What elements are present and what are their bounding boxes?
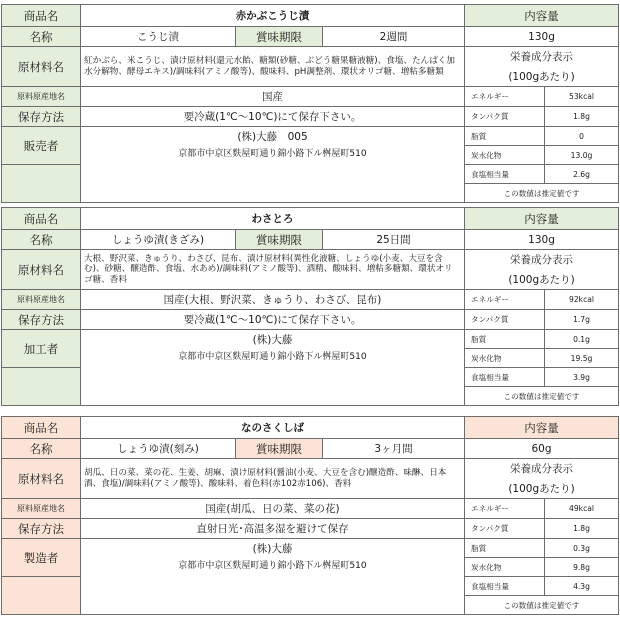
empty-cell xyxy=(2,165,81,203)
content-value: 130g xyxy=(465,230,619,250)
ingredients-text: 胡瓜、日の菜、菜の花、生姜、胡麻、漬け原材料(醤油(小麦、大豆を含む)醸造酢、味醂、日本酒、食塩)/調味料(アミノ酸等)、酸味料、着色料(赤102赤106)、香料 xyxy=(81,459,465,499)
expiry-value: 2週間 xyxy=(323,27,465,47)
nutrition-value: 0.1g xyxy=(545,330,619,349)
nutrition-value: 9.8g xyxy=(545,558,619,577)
nutrition-value: 4.3g xyxy=(545,577,619,596)
content-label: 内容量 xyxy=(465,208,619,230)
nutrition-value: 3.9g xyxy=(545,368,619,387)
name-label: 名称 xyxy=(2,439,81,459)
product-name: わさとろ xyxy=(81,208,465,230)
nutrition-value: 1.7g xyxy=(545,310,619,330)
expiry-value: 3ヶ月間 xyxy=(323,439,465,459)
storage-label: 保存方法 xyxy=(2,107,81,127)
ingredients-text: 紅かぶら、米こうじ、漬け原材料(還元水飴、糖類(砂糖、ぶどう糖果糖液糖)、食塩、たんぱく加水分解物、酵母エキス)/調味料(アミノ酸等)、酸味料、pH調整剤、環状オリゴ糖、増粘多糖類 xyxy=(81,47,465,87)
product-name-label: 商品名 xyxy=(2,417,81,439)
nutrition-name: 脂質 xyxy=(465,127,545,146)
maker-label: 製造者 xyxy=(2,539,81,577)
storage-value: 直射日光･高温多湿を避けて保存 xyxy=(81,519,465,539)
nutrition-name: エネルギー xyxy=(465,499,545,519)
origin-value: 国産 xyxy=(81,87,465,107)
nutrition-value: 1.8g xyxy=(545,519,619,539)
ingredients-text: 大根、野沢菜、きゅうり、わさび、昆布、漬け原材料(異性化液糖、しょうゆ(小麦、大豆を含む)、砂糖、醸造酢、食塩、水あめ)/調味料(アミノ酸等)、酒精、酸味料、増粘多糖類、環状オリゴ糖、香料 xyxy=(81,250,465,290)
nutrition-title: 栄養成分表示 xyxy=(465,47,619,67)
origin-value: 国産(胡瓜、日の菜、菜の花) xyxy=(81,499,465,519)
nutrition-value: 0.3g xyxy=(545,539,619,558)
nutrition-name: エネルギー xyxy=(465,87,545,107)
nutrition-name: 食塩相当量 xyxy=(465,368,545,387)
maker-company: (株)大藤 xyxy=(81,330,465,349)
nutrition-unit: (100gあたり) xyxy=(465,479,619,499)
product-name: 赤かぶこうじ漬 xyxy=(81,5,465,27)
nutrition-name: 炭水化物 xyxy=(465,349,545,368)
maker-company: (株)大藤 005 xyxy=(81,127,465,146)
nutrition-value: 49kcal xyxy=(545,499,619,519)
storage-label: 保存方法 xyxy=(2,519,81,539)
nutrition-name: 食塩相当量 xyxy=(465,577,545,596)
origin-label: 原料原産地名 xyxy=(2,87,81,107)
nutrition-note: この数値は推定値です xyxy=(465,387,619,406)
nutrition-value: 53kcal xyxy=(545,87,619,107)
maker-label: 販売者 xyxy=(2,127,81,165)
label-table xyxy=(1,207,619,406)
nutrition-name: タンパク質 xyxy=(465,519,545,539)
nutrition-value: 13.0g xyxy=(545,146,619,165)
nutrition-value: 2.6g xyxy=(545,165,619,184)
product-name: なのさくしば xyxy=(81,417,465,439)
nutrition-note: この数値は推定値です xyxy=(465,184,619,203)
origin-label: 原料原産地名 xyxy=(2,290,81,310)
name-value: しょうゆ漬(刻み) xyxy=(81,439,236,459)
expiry-label: 賞味期限 xyxy=(236,230,323,250)
expiry-label: 賞味期限 xyxy=(236,439,323,459)
nutrition-value: 1.8g xyxy=(545,107,619,127)
origin-value: 国産(大根、野沢菜、きゅうり、わさび、昆布) xyxy=(81,290,465,310)
nutrition-value: 92kcal xyxy=(545,290,619,310)
product-label-3 xyxy=(1,416,618,615)
maker-address: 京都市中京区麩屋町通り錦小路下ル桝屋町510 xyxy=(81,146,465,203)
ingredients-label: 原材料名 xyxy=(2,47,81,87)
storage-label: 保存方法 xyxy=(2,310,81,330)
label-table xyxy=(1,4,619,203)
ingredients-label: 原材料名 xyxy=(2,250,81,290)
name-label: 名称 xyxy=(2,27,81,47)
nutrition-name: 食塩相当量 xyxy=(465,165,545,184)
nutrition-value: 0 xyxy=(545,127,619,146)
name-value: こうじ漬 xyxy=(81,27,236,47)
ingredients-label: 原材料名 xyxy=(2,459,81,499)
nutrition-name: 炭水化物 xyxy=(465,146,545,165)
storage-value: 要冷蔵(1℃～10℃)にて保存下さい。 xyxy=(81,107,465,127)
name-value: しょうゆ漬(きざみ) xyxy=(81,230,236,250)
empty-cell xyxy=(2,577,81,615)
storage-value: 要冷蔵(1℃～10℃)にて保存下さい。 xyxy=(81,310,465,330)
nutrition-name: 脂質 xyxy=(465,539,545,558)
maker-company: (株)大藤 xyxy=(81,539,465,558)
maker-address: 京都市中京区麩屋町通り錦小路下ル桝屋町510 xyxy=(81,558,465,615)
nutrition-name: タンパク質 xyxy=(465,310,545,330)
empty-cell xyxy=(2,368,81,406)
origin-label: 原料原産地名 xyxy=(2,499,81,519)
nutrition-name: 炭水化物 xyxy=(465,558,545,577)
nutrition-unit: (100gあたり) xyxy=(465,67,619,87)
content-label: 内容量 xyxy=(465,417,619,439)
content-value: 60g xyxy=(465,439,619,459)
product-label-1 xyxy=(1,4,618,203)
maker-address: 京都市中京区麩屋町通り錦小路下ル桝屋町510 xyxy=(81,349,465,406)
nutrition-note: この数値は推定値です xyxy=(465,596,619,615)
nutrition-title: 栄養成分表示 xyxy=(465,459,619,479)
nutrition-name: 脂質 xyxy=(465,330,545,349)
label-table xyxy=(1,416,619,615)
content-value: 130g xyxy=(465,27,619,47)
expiry-value: 25日間 xyxy=(323,230,465,250)
nutrition-name: タンパク質 xyxy=(465,107,545,127)
nutrition-title: 栄養成分表示 xyxy=(465,250,619,270)
content-label: 内容量 xyxy=(465,5,619,27)
maker-label: 加工者 xyxy=(2,330,81,368)
name-label: 名称 xyxy=(2,230,81,250)
product-name-label: 商品名 xyxy=(2,5,81,27)
product-name-label: 商品名 xyxy=(2,208,81,230)
nutrition-unit: (100gあたり) xyxy=(465,270,619,290)
nutrition-name: エネルギー xyxy=(465,290,545,310)
expiry-label: 賞味期限 xyxy=(236,27,323,47)
nutrition-value: 19.5g xyxy=(545,349,619,368)
product-label-2 xyxy=(1,207,618,406)
